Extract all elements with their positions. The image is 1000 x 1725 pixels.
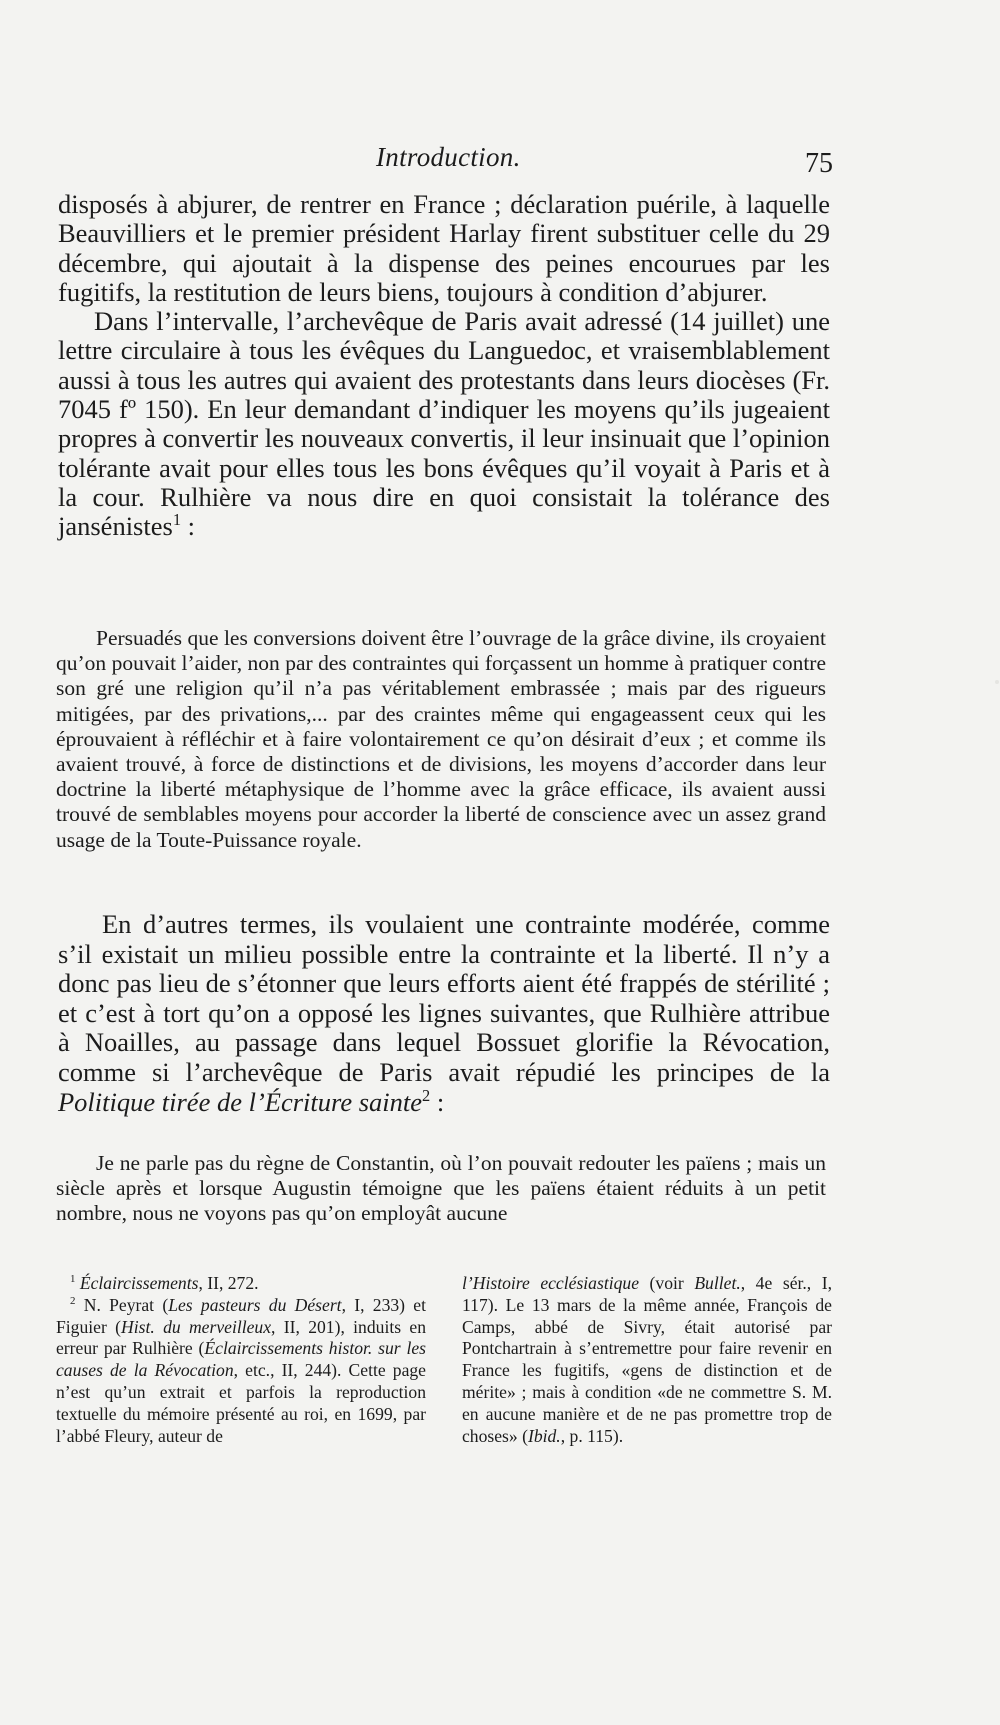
- footnote-2-hist-title: l’Histoire ecclésiastique: [462, 1273, 639, 1293]
- paragraph-2: [58, 307, 830, 541]
- footnotes: [56, 1273, 832, 1447]
- page-header: [0, 142, 1000, 182]
- quote-2-text: Je ne parle pas du règne de Constantin, où l’on pouvait redouter les païens ; mais un siècle après et lorsque Augustin témoigne que les païens étaient réduits à un petit nombre, nous ne voyons pas qu’on employât aucune: [56, 1151, 826, 1226]
- footnote-2-d: , etc., II, 244). Cette page n’est qu’un extrait et parfois la reproduction textuelle du mémoire présenté au roi, en 1699, par l’abbé Fleury, auteur de: [56, 1360, 426, 1446]
- footnote-2-continued: [462, 1273, 832, 1447]
- footnote-2-c: , II, 201), induits en erreur par Rulhière (: [56, 1316, 426, 1359]
- paragraph-3-text: En d’autres termes, ils voulaient une contrainte modérée, comme s’il existait un milieu possible entre la contrainte et la liberté. Il n’y a donc pas lieu de s’étonner que leurs efforts aient été frappés de stérilité ; et c’est à tort qu’on a opposé les lignes suivantes, que Rulhière attribue à Noailles, au passage dans lequel Bossuet glorifie la Révocation, comme si l’archevêque de Paris avait répudié les principes de la: [58, 909, 830, 1087]
- paragraph-2-text: Dans l’intervalle, l’archevêque de Paris avait adressé (14 juillet) une lettre circulaire à tous les évêques du Languedoc, et vraisemblablement aussi à tous les autres qui avaient des protestants dans leurs diocèses (Fr. 7045 fº 150). En leur demandant d’indiquer les moyens qu’ils jugeaient propres à convertir les nouveaux convertis, il leur insinuait que l’opinion tolérante avait pour elles tous les bons évêques qu’il voyait à Paris et à la cour. Rulhière va nous dire en quoi consistait la tolérance des jansénistes: [58, 306, 830, 542]
- paper-stain: [995, 680, 999, 684]
- quote-1-text: Persuadés que les conversions doivent être l’ouvrage de la grâce divine, ils croyaient qu’on pouvait l’aider, non par des contraintes qui forçassent un homme à pratiquer contre son gré une religion qu’il n’a pas véritablement embrassée ; mais par des rigueurs mitigées, par des privations,... par des craintes même qui engageassent ceux qui les éprouvaient à réfléchir et à faire volontairement ce qu’on désirait d’eux ; et comme ils avaient trouvé, à force de distinctions et de divisions, les moyens d’accorder dans leur doctrine la liberté métaphysique de l’homme avec la grâce efficace, ils avaient aussi trouvé de semblables moyens pour accorder la liberté de conscience avec un assez grand usage de la Toute-Puissance royale.: [56, 626, 826, 852]
- footnotes-right-column: [462, 1273, 832, 1447]
- book-title-politique: Politique tirée de l’Écriture sainte: [58, 1086, 423, 1117]
- footnote-2-ibid: Ibid.: [527, 1425, 561, 1446]
- page-number: 75: [805, 148, 833, 179]
- footnote-1: [56, 1273, 426, 1295]
- footnote-2-bullet-title: Bullet.: [694, 1273, 741, 1293]
- footnote-2-a: N. Peyrat (: [83, 1294, 169, 1315]
- footnote-2-b: , I, 233) et Figuier (: [56, 1294, 426, 1337]
- block-quote-2: [56, 1151, 826, 1227]
- footnotes-left-column: [56, 1273, 426, 1447]
- paragraph-3: [58, 910, 830, 1117]
- paragraph-2-end: :: [181, 511, 196, 542]
- footnote-2-cont-e: , p. 115).: [560, 1425, 624, 1446]
- footnote-ref-2: 2: [422, 1085, 431, 1105]
- paragraph-1: disposés à abjurer, de rentrer en France ; déclaration puérile, à laquelle Beauvilliers et le premier président Harlay firent substituer celle du 29 décembre, qui ajoutait à la dispense des peines encourues par les fugitifs, la restitution de leurs biens, toujours à condition d’abjurer.: [58, 189, 830, 307]
- footnote-2-cont-c: , 4e sér., I, 117). Le 13 mars de la même année, François de Camps, abbé de Sivry, était autorisé par Pontchartrain à s’entremettre pour faire revenir en France les fugitifs, «gens de distinction et de mérite» ; mais à condition «de ne commettre S. M. en aucune manière et de ne pas promettre trop de choses» (: [462, 1273, 832, 1446]
- footnote-2-mark: 2: [70, 1294, 76, 1307]
- footnote-2: [56, 1295, 426, 1448]
- footnote-2-c-title: Éclaircissements histor. sur les causes de la Révocation: [56, 1338, 426, 1381]
- paragraph-3-end: :: [430, 1086, 445, 1117]
- footnote-1-rest: , II, 272.: [198, 1273, 259, 1293]
- footnote-2-b-title: Hist. du merveilleux: [121, 1316, 272, 1337]
- running-title: Introduction.: [376, 142, 521, 172]
- footnote-1-title: Éclaircissements: [79, 1273, 199, 1293]
- block-quote-1: [56, 626, 826, 853]
- footnote-1-mark: 1: [70, 1273, 76, 1286]
- footnote-2-cont-b: (voir: [639, 1273, 695, 1293]
- main-text-top: [58, 190, 830, 542]
- main-text-middle: [58, 910, 830, 1117]
- footnote-ref-1: 1: [172, 510, 182, 530]
- footnote-2-a-title: Les pasteurs du Désert: [168, 1294, 342, 1315]
